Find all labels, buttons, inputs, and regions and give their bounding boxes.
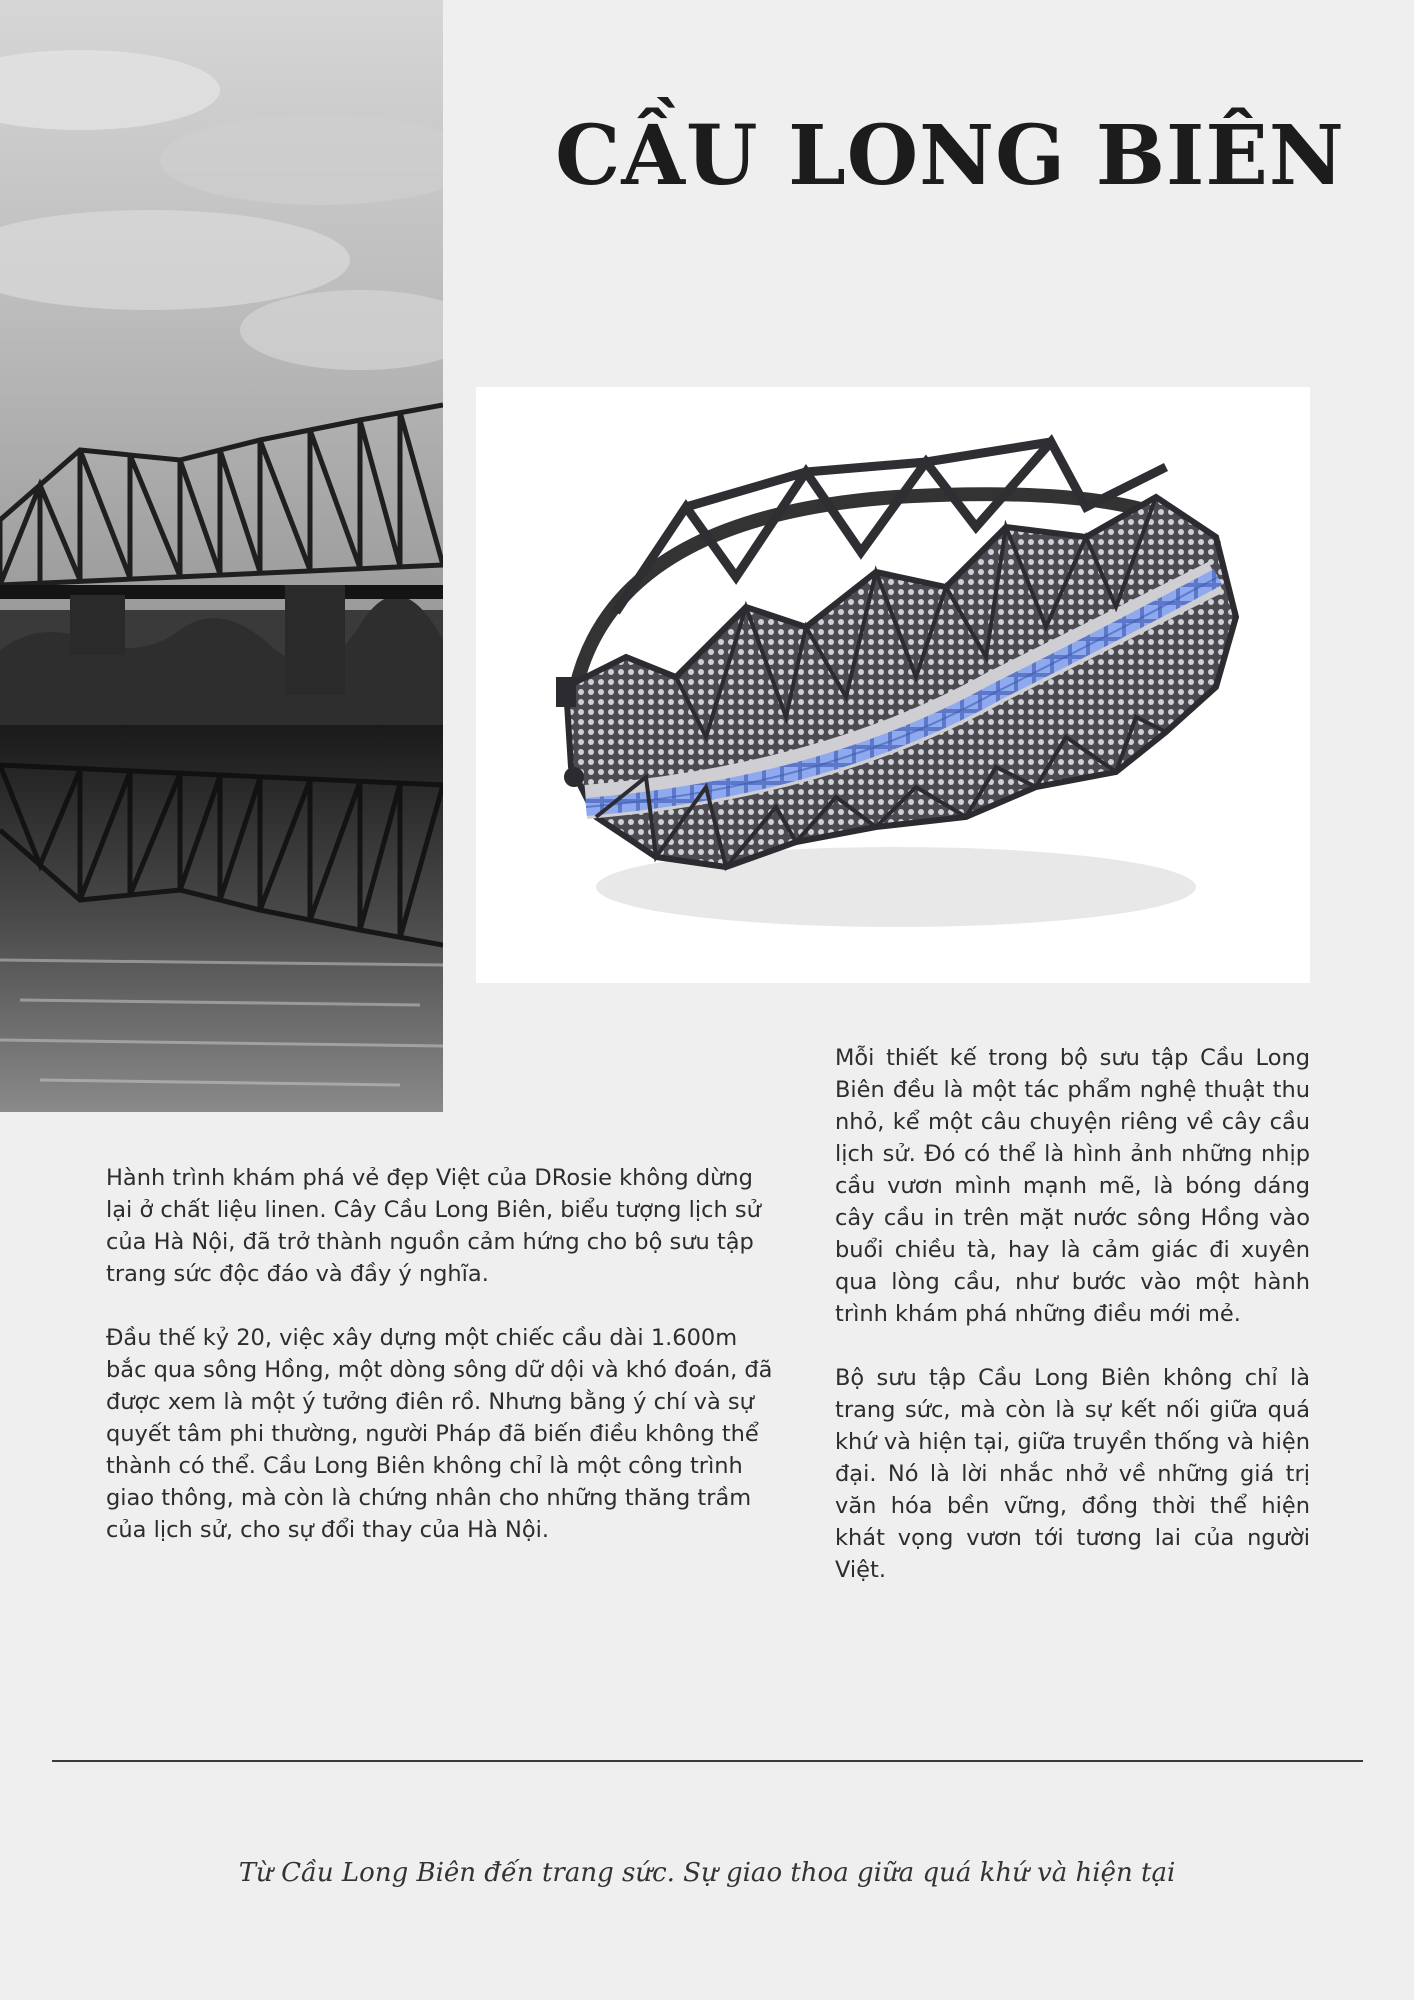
right-column: [835, 1042, 1310, 1618]
footer-tagline: Từ Cầu Long Biên đến trang sức. Sự giao thoa giữa quá khứ và hiện tại: [238, 1858, 1176, 1888]
bracelet-photo: [476, 387, 1310, 983]
left-paragraph-intro: Hành trình khám phá vẻ đẹp Việt của DRosie không dừng lại ở chất liệu linen. Cây Cầu Long Biên, biểu tượng lịch sử của Hà Nội, đã trở thành nguồn cảm hứng cho bộ sưu tập trang sức độc đáo và đầy ý nghĩa.: [106, 1165, 761, 1287]
divider: [52, 1760, 1363, 1762]
page-title: CẦU LONG BIÊN: [555, 108, 1345, 204]
bridge-photo: [0, 0, 443, 1112]
left-paragraph-history: Đầu thế kỷ 20, việc xây dựng một chiếc cầu dài 1.600m bắc qua sông Hồng, một dòng sông dữ dội và khó đoán, đã được xem là một ý tưởng điên rồ. Nhưng bằng ý chí và sự quyết tâm phi thường, người Pháp đã biến điều không thể thành có thể. Cầu Long Biên không chỉ là một công trình giao thông, mà còn là chứng nhân cho những thăng trầm của lịch sử, cho sự đổi thay của Hà Nội.: [106, 1325, 773, 1543]
right-paragraph-design: Mỗi thiết kế trong bộ sưu tập Cầu Long Biên đều là một tác phẩm nghệ thuật thu nhỏ, kể một câu chuyện riêng về cây cầu lịch sử. Đó có thể là hình ảnh những nhịp cầu vươn mình mạnh mẽ, là bóng dáng cây cầu in trên mặt nước sông Hồng vào buổi chiều tà, hay là cảm giác đi xuyên qua lòng cầu, như bước vào một hành trình khám phá những điều mới mẻ.: [835, 1045, 1310, 1327]
left-column: [106, 1162, 782, 1578]
right-paragraph-collection: Bộ sưu tập Cầu Long Biên không chỉ là trang sức, mà còn là sự kết nối giữa quá khứ và hiện tại, giữa truyền thống và hiện đại. Nó là lời nhắc nhở về những giá trị văn hóa bền vững, đồng thời thể hiện khát vọng vươn tới tương lai của người Việt.: [835, 1365, 1310, 1583]
